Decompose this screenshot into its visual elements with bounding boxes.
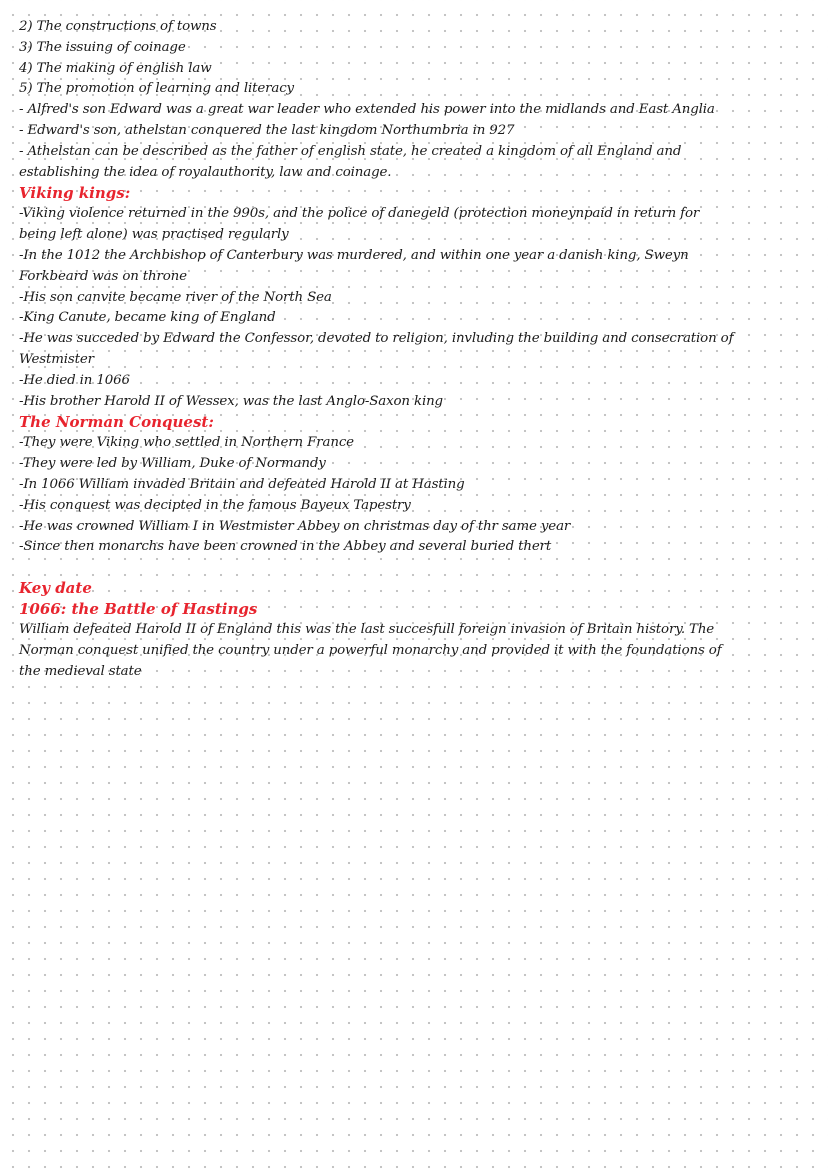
note-line: -They were led by William, Duke of Normandy <box>19 456 326 472</box>
note-line: 2) The constructions of towns <box>19 19 217 34</box>
note-line: -King Canute, became king of England <box>19 310 276 326</box>
note-line: -In 1066 William invaded Britain and defeated Harold II at Hasting <box>19 476 465 492</box>
note-line: -Since then monarchs have been crowned in the Abbey and several buried thert <box>19 539 552 555</box>
viking-kings-section <box>19 183 814 412</box>
note-line: - Edward's son, athelstan conquered the last kingdom Northumbria in 927 <box>19 122 515 138</box>
note-line: being left alone) was practised regularly <box>19 227 289 243</box>
note-line: Westmister <box>19 351 94 367</box>
norman-conquest-section <box>19 412 814 558</box>
note-line: -His son canvite became river of the North Sea <box>19 289 332 305</box>
viking-kings-heading: Viking kings: <box>19 184 131 203</box>
key-date-subheading: 1066: the Battle of Hastings <box>19 600 258 619</box>
note-line: Forkbeard was on throne <box>19 268 187 284</box>
note-line: -In the 1012 the Archbishop of Canterbury was murdered, and within one year a danish king, Sweyn <box>19 247 689 263</box>
note-line: -His conquest was decipted in the famous Bayeux Tapestry <box>19 497 411 513</box>
norman-conquest-heading: The Norman Conquest: <box>19 413 214 432</box>
section-spacer <box>19 558 814 578</box>
note-line: 3) The issuing of coinage <box>19 39 186 55</box>
note-line: - Alfred's son Edward was a great war leader who extended his power into the midlands and East Anglia <box>19 102 715 118</box>
intro-section <box>19 17 814 183</box>
note-line: -He was crowned William I in Westmister Abbey on christmas day of thr same year <box>19 518 571 534</box>
note-line: 4) The making of english law <box>19 60 212 76</box>
note-line: establishing the idea of royalauthority, law and coinage. <box>19 164 392 180</box>
note-line: William defeated Harold II of England this was the last succesfull foreign invasion of Britain history. The <box>19 622 715 638</box>
note-line: -He was succeded by Edward the Confessor, devoted to religion, invluding the building and consecration of <box>19 331 734 347</box>
key-date-section <box>19 578 814 682</box>
note-line: - Athelstan can be described as the father of english state, he created a kingdom of all England and <box>19 143 682 159</box>
note-line: Norman conquest unified the country under a powerful monarchy and provided it with the foundations of <box>19 642 722 658</box>
note-line: -His brother Harold II of Wessex, was the last Anglo-Saxon king <box>19 393 443 409</box>
note-line: the medieval state <box>19 663 142 679</box>
note-line: -Viking violence returned in the 990s, and the police of danegeld (protection moneynpaid in return for <box>19 206 700 222</box>
note-line: -He died in 1066 <box>19 372 130 388</box>
notes-content <box>19 17 814 683</box>
note-line: -They were Viking who settled in Northern France <box>19 435 354 451</box>
key-date-heading: Key date <box>19 579 92 598</box>
note-line: 5) The promotion of learning and literacy <box>19 81 294 97</box>
